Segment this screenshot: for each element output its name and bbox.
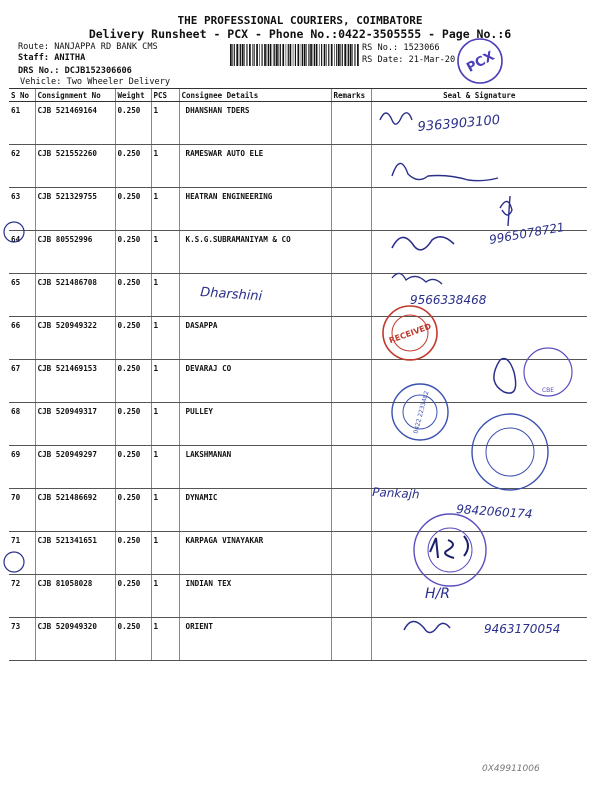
- runsheet-subtitle: Delivery Runsheet - PCX - Phone No.:0422-3505555 - Page No.:6: [88, 27, 512, 41]
- rs-date: RS Date: 21-Mar-20: [362, 55, 456, 65]
- table-row: [9, 489, 587, 532]
- row-pcs: 1: [151, 360, 179, 403]
- barcode-bar: [244, 44, 245, 66]
- row-seal-signature: [371, 102, 587, 145]
- row-pcs: 1: [151, 102, 179, 145]
- row-consignment: CJB 520949322: [35, 317, 115, 360]
- row-consignment: CJB 520949297: [35, 446, 115, 489]
- row-weight: 0.250: [115, 317, 151, 360]
- table-row: [9, 618, 587, 661]
- row-consignment: CJB 520949320: [35, 618, 115, 661]
- row-remarks: [331, 446, 371, 489]
- row-weight: 0.250: [115, 618, 151, 661]
- row-consignment: CJB 81058028: [35, 575, 115, 618]
- row-sno: 67: [9, 360, 35, 403]
- table-row: [9, 575, 587, 618]
- cbe-stamp-text: CBE: [541, 387, 555, 394]
- barcode-bar: [288, 44, 289, 66]
- barcode-bar: [240, 44, 241, 66]
- row-remarks: [331, 403, 371, 446]
- route-text: Route: NANJAPPA RD BANK CMS: [18, 42, 158, 52]
- barcode-bar: [274, 44, 275, 66]
- column-header: Weight: [115, 89, 151, 102]
- barcode-bar: [232, 44, 233, 66]
- bottom-note: 0X49911006: [482, 764, 540, 774]
- row-seal-signature: [371, 532, 587, 575]
- row-consignment: CJB 521469164: [35, 102, 115, 145]
- staff-line: [18, 53, 85, 63]
- row-seal-signature: [371, 145, 587, 188]
- drs-line: [18, 66, 132, 76]
- barcode-bar: [301, 44, 302, 66]
- barcode-bar: [282, 44, 284, 66]
- row-consignee: ORIENT: [179, 618, 331, 661]
- barcode-bar: [273, 44, 274, 66]
- table-row: [9, 532, 587, 575]
- row-consignee: DHANSHAN TDERS: [179, 102, 331, 145]
- handwritten-phone: 9363903100: [417, 112, 501, 135]
- row-sno: 70: [9, 489, 35, 532]
- received-stamp-text: RECEIVED: [387, 321, 433, 346]
- row-consignment: CJB 520949317: [35, 403, 115, 446]
- barcode-bar: [316, 44, 318, 66]
- row-seal-signature: [371, 360, 587, 403]
- barcode-bar: [286, 44, 287, 66]
- barcode-bar: [352, 44, 353, 66]
- barcode-bar: [308, 44, 309, 66]
- drs-label: DRS No.:: [18, 66, 60, 76]
- row-consignee: PULLEY: [179, 403, 331, 446]
- row-weight: 0.250: [115, 446, 151, 489]
- barcode-bar: [324, 44, 326, 66]
- staff-label: Staff:: [18, 53, 50, 63]
- row-consignment: CJB 521329755: [35, 188, 115, 231]
- row-consignment: CJB 80552996: [35, 231, 115, 274]
- table-row: [9, 317, 587, 360]
- table-row: [9, 403, 587, 446]
- barcode-bar: [262, 44, 263, 66]
- barcode-bar: [256, 44, 258, 66]
- barcode-bar: [342, 44, 343, 66]
- row-consignee: KARPAGA VINAYAKAR: [179, 532, 331, 575]
- barcode-bar: [293, 44, 294, 66]
- row-seal-signature: [371, 188, 587, 231]
- row-sno: 71: [9, 532, 35, 575]
- row-consignee: DEVARAJ CO: [179, 360, 331, 403]
- barcode-bar: [270, 44, 272, 66]
- barcode-bar: [302, 44, 303, 66]
- row-pcs: 1: [151, 618, 179, 661]
- barcode-bar: [267, 44, 268, 66]
- column-header: S No: [9, 89, 35, 102]
- barcode-bar: [313, 44, 314, 66]
- pcx-stamp: [455, 36, 505, 86]
- runsheet-table: [9, 88, 587, 661]
- barcode-bar: [236, 44, 238, 66]
- row-weight: 0.250: [115, 231, 151, 274]
- row-consignment: CJB 521469153: [35, 360, 115, 403]
- drs-number: DCJB152306606: [64, 66, 132, 76]
- row-pcs: 1: [151, 532, 179, 575]
- row-consignee: LAKSHMANAN: [179, 446, 331, 489]
- row-sno: 72: [9, 575, 35, 618]
- table-header-row: [9, 89, 587, 102]
- barcode-bar: [357, 44, 359, 66]
- row-pcs: 1: [151, 145, 179, 188]
- row-seal-signature: [371, 274, 587, 317]
- barcode-bar: [336, 44, 337, 66]
- barcode-bar: [354, 44, 355, 66]
- row-consignee: [179, 274, 331, 317]
- barcode-bar: [242, 44, 244, 66]
- rs-number: RS No.: 1523066: [362, 43, 440, 53]
- column-header: PCS: [151, 89, 179, 102]
- row-sno: 62: [9, 145, 35, 188]
- barcode-bar: [246, 44, 247, 66]
- handwritten-phone: 9965078721: [488, 219, 566, 247]
- barcode-bar: [331, 44, 333, 66]
- row-consignee: DASAPPA: [179, 317, 331, 360]
- row-consignee: RAMESWAR AUTO ELE: [179, 145, 331, 188]
- row-consignment: CJB 521486692: [35, 489, 115, 532]
- row-sno: 68: [9, 403, 35, 446]
- handwritten-note: H/R: [425, 586, 450, 602]
- row-weight: 0.250: [115, 102, 151, 145]
- table-row: [9, 145, 587, 188]
- row-weight: 0.250: [115, 188, 151, 231]
- row-sno: 64: [9, 231, 35, 274]
- phone-stamp-text: 0422 2233482: [412, 390, 431, 435]
- row-seal-signature: [371, 446, 587, 489]
- row-seal-signature: [371, 231, 587, 274]
- handwritten-name: Dharshini: [199, 285, 263, 305]
- row-pcs: 1: [151, 274, 179, 317]
- barcode-bar: [249, 44, 251, 66]
- barcode-bar: [298, 44, 300, 66]
- row-remarks: [331, 317, 371, 360]
- row-remarks: [331, 102, 371, 145]
- column-header: Consignee Details: [179, 89, 331, 102]
- row-weight: 0.250: [115, 360, 151, 403]
- row-remarks: [331, 274, 371, 317]
- row-pcs: 1: [151, 231, 179, 274]
- barcode-bar: [334, 44, 335, 66]
- table-row: [9, 360, 587, 403]
- barcode-bar: [328, 44, 329, 66]
- barcode-bar: [338, 44, 340, 66]
- row-sno: 65: [9, 274, 35, 317]
- barcode-bar: [264, 44, 266, 66]
- row-seal-signature: [371, 575, 587, 618]
- row-weight: 0.250: [115, 274, 151, 317]
- handwritten-phone: 9463170054: [484, 622, 561, 636]
- row-consignment: CJB 521341651: [35, 532, 115, 575]
- barcode-bar: [306, 44, 307, 66]
- row-remarks: [331, 188, 371, 231]
- barcode-bar: [278, 44, 279, 66]
- barcode-bar: [344, 44, 346, 66]
- row-remarks: [331, 532, 371, 575]
- barcode-bar: [254, 44, 255, 66]
- row-sno: 73: [9, 618, 35, 661]
- barcode-bar: [350, 44, 352, 66]
- barcode-bar: [259, 44, 260, 66]
- row-remarks: [331, 575, 371, 618]
- barcode-bar: [304, 44, 306, 66]
- row-pcs: 1: [151, 317, 179, 360]
- barcode-bar: [348, 44, 349, 66]
- row-pcs: 1: [151, 188, 179, 231]
- table-row: [9, 274, 587, 317]
- row-seal-signature: [371, 618, 587, 661]
- barcode-bar: [234, 44, 235, 66]
- column-header: Seal & Signature: [371, 89, 587, 102]
- table-row: [9, 231, 587, 274]
- row-pcs: 1: [151, 403, 179, 446]
- barcode-bar: [280, 44, 281, 66]
- barcode-bar: [347, 44, 348, 66]
- row-sno: 63: [9, 188, 35, 231]
- staff-name: ANITHA: [54, 53, 86, 63]
- handwritten-name: Pankajh: [371, 485, 420, 502]
- company-title: THE PROFESSIONAL COURIERS, COIMBATORE: [177, 14, 423, 27]
- table-row: [9, 188, 587, 231]
- row-weight: 0.250: [115, 489, 151, 532]
- handwritten-phone: 9842060174: [455, 502, 533, 522]
- barcode-bar: [340, 44, 341, 66]
- row-remarks: [331, 231, 371, 274]
- column-header: Consignment No: [35, 89, 115, 102]
- vehicle-text: Vehicle: Two Wheeler Delivery: [20, 77, 171, 87]
- row-seal-signature: [371, 403, 587, 446]
- barcode-bar: [295, 44, 296, 66]
- row-weight: 0.250: [115, 532, 151, 575]
- row-remarks: [331, 360, 371, 403]
- row-sno: 66: [9, 317, 35, 360]
- row-consignee: HEATRAN ENGINEERING: [179, 188, 331, 231]
- row-consignment: CJB 521552260: [35, 145, 115, 188]
- row-consignee: INDIAN TEX: [179, 575, 331, 618]
- table-row: [9, 102, 587, 145]
- barcode-bar: [252, 44, 253, 66]
- column-header: Remarks: [331, 89, 371, 102]
- row-pcs: 1: [151, 446, 179, 489]
- barcode-bar: [319, 44, 320, 66]
- row-weight: 0.250: [115, 403, 151, 446]
- barcode-bar: [239, 44, 240, 66]
- row-sno: 69: [9, 446, 35, 489]
- row-pcs: 1: [151, 575, 179, 618]
- barcode-bar: [230, 44, 232, 66]
- barcode-image: [230, 44, 360, 66]
- row-sno: 61: [9, 102, 35, 145]
- barcode-bar: [310, 44, 312, 66]
- row-remarks: [331, 618, 371, 661]
- barcode-bar: [321, 44, 322, 66]
- barcode-bar: [276, 44, 278, 66]
- row-consignee: K.S.G.SUBRAMANIYAM & CO: [179, 231, 331, 274]
- row-consignee: DYNAMIC: [179, 489, 331, 532]
- pcx-stamp-text: PCX: [464, 48, 498, 76]
- row-consignment: CJB 521486708: [35, 274, 115, 317]
- handwritten-phone: 9566338468: [410, 293, 487, 307]
- row-seal-signature: [371, 317, 587, 360]
- table-row: [9, 446, 587, 489]
- row-seal-signature: [371, 489, 587, 532]
- row-pcs: 1: [151, 489, 179, 532]
- row-remarks: [331, 489, 371, 532]
- barcode-bar: [314, 44, 315, 66]
- barcode-bar: [268, 44, 269, 66]
- row-weight: 0.250: [115, 575, 151, 618]
- barcode-bar: [290, 44, 292, 66]
- barcode-bar: [326, 44, 327, 66]
- row-remarks: [331, 145, 371, 188]
- row-weight: 0.250: [115, 145, 151, 188]
